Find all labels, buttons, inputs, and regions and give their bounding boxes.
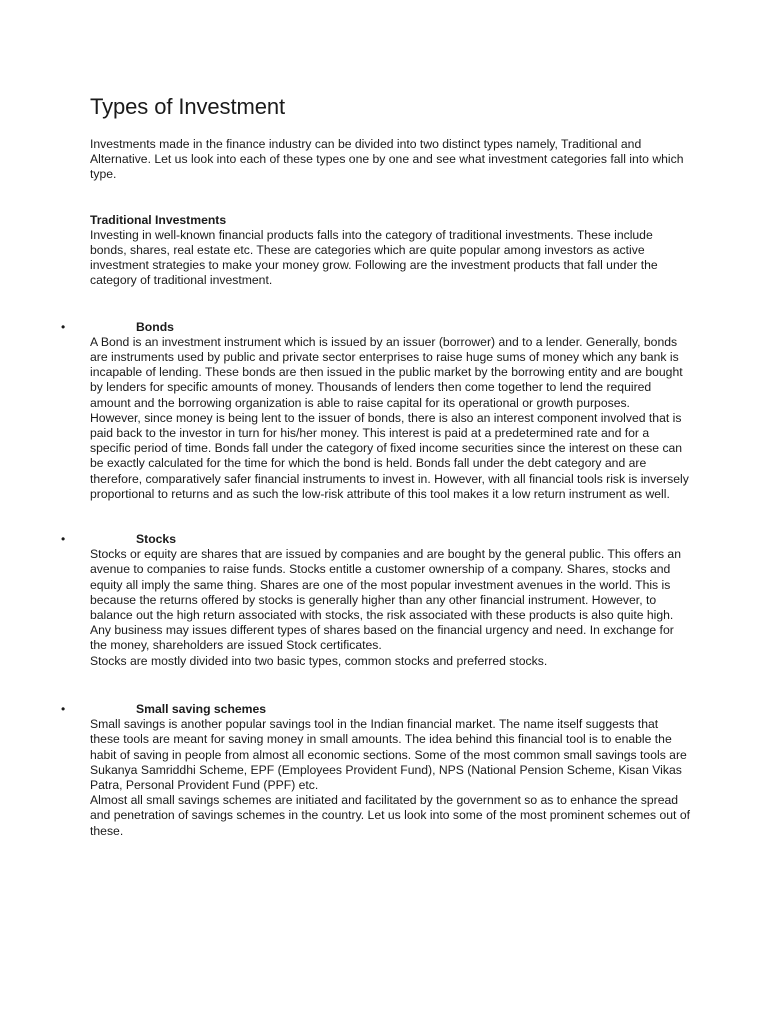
- bullet-icon: •: [61, 701, 66, 716]
- small-saving-schemes-paragraph-2: Almost all small savings schemes are initiated and facilitated by the government so as to enhance the spread and penetration of savings schemes in the country. Let us look into some of the most prominent schemes out of these.: [90, 793, 690, 838]
- bonds-heading: Bonds: [136, 319, 174, 334]
- intro-paragraph: Investments made in the finance industry can be divided into two distinct types namely, Traditional and Alternative. Let us look into each of these types one by one and see what investment categories fall into which type.: [90, 137, 684, 182]
- page-title: Types of Investment: [90, 94, 285, 119]
- stocks-paragraph-1: Stocks or equity are shares that are issued by companies and are bought by the general public. This offers an avenue to companies to raise funds. Stocks entitle a customer ownership of a company. Shares, stocks and equity all imply the same thing. Shares are one of the most popular investment avenues in the world. This is because the returns offered by stocks is generally higher than any other financial instrument. However, to balance out the high return associated with stocks, the risk associated with these products is also quite high.: [90, 547, 681, 623]
- traditional-investments-paragraph: Investing in well-known financial products falls into the category of traditional investments. These include bonds, shares, real estate etc. These are categories which are quite popular among investors as active investment strategies to make your money grow. Following are the investment products that fall under the category of traditional investment.: [90, 227, 658, 288]
- bullet-icon: •: [61, 532, 66, 547]
- list-item-bonds: [61, 319, 690, 502]
- traditional-investments-heading: Traditional Investments: [90, 212, 227, 227]
- small-saving-schemes-heading: Small saving schemes: [136, 701, 267, 716]
- small-saving-schemes-paragraph-1: Small savings is another popular savings tool in the Indian financial market. The name itself suggests that these tools are meant for saving money in small amounts. The idea behind this financial tool is to enable the habit of saving in people from almost all economic sections. Some of the most common small savings tools are Sukanya Samriddhi Scheme, EPF (Employees Provident Fund), NPS (National Pension Scheme, Kisan Vikas Patra, Personal Provident Fund (PPF) etc.: [90, 717, 687, 792]
- stocks-paragraph-3: Stocks are mostly divided into two basic types, common stocks and preferred stocks.: [90, 653, 548, 668]
- stocks-heading: Stocks: [136, 532, 176, 547]
- bonds-paragraph-1: A Bond is an investment instrument which is issued by an issuer (borrower) and to a lender. Generally, bonds are instruments used by public and private sector enterprises to raise huge sums of money which any bank is incapable of lending. These bonds are then issued in the public market by the borrowing entity and are bought by lenders for specific amounts of money. Thousands of lenders then come together to lend the required amount and the borrowing organization is able to raise capital for its operational or growth purposes.: [90, 334, 683, 410]
- bullet-icon: •: [61, 319, 66, 334]
- document-page: [61, 94, 690, 839]
- stocks-paragraph-2: Any business may issues different types of shares based on the financial urgency and need. In exchange for the money, shareholders are issued Stock certificates.: [90, 623, 674, 653]
- list-item-small-saving-schemes: [61, 701, 690, 839]
- list-item-stocks: [61, 532, 690, 669]
- bonds-paragraph-2: However, since money is being lent to the issuer of bonds, there is also an interest component involved that is paid back to the investor in turn for his/her money. This interest is paid at a predetermined rate and for a specific period of time. Bonds fall under the category of fixed income securities since the interest on these can be exactly calculated for the time for which the bond is held. Bonds fall under the debt category and are therefore, comparatively safer financial instruments to invest in. However, with all financial tools risk is inversely proportional to returns and as such the low-risk attribute of this tool makes it a low return instrument as well.: [90, 410, 689, 501]
